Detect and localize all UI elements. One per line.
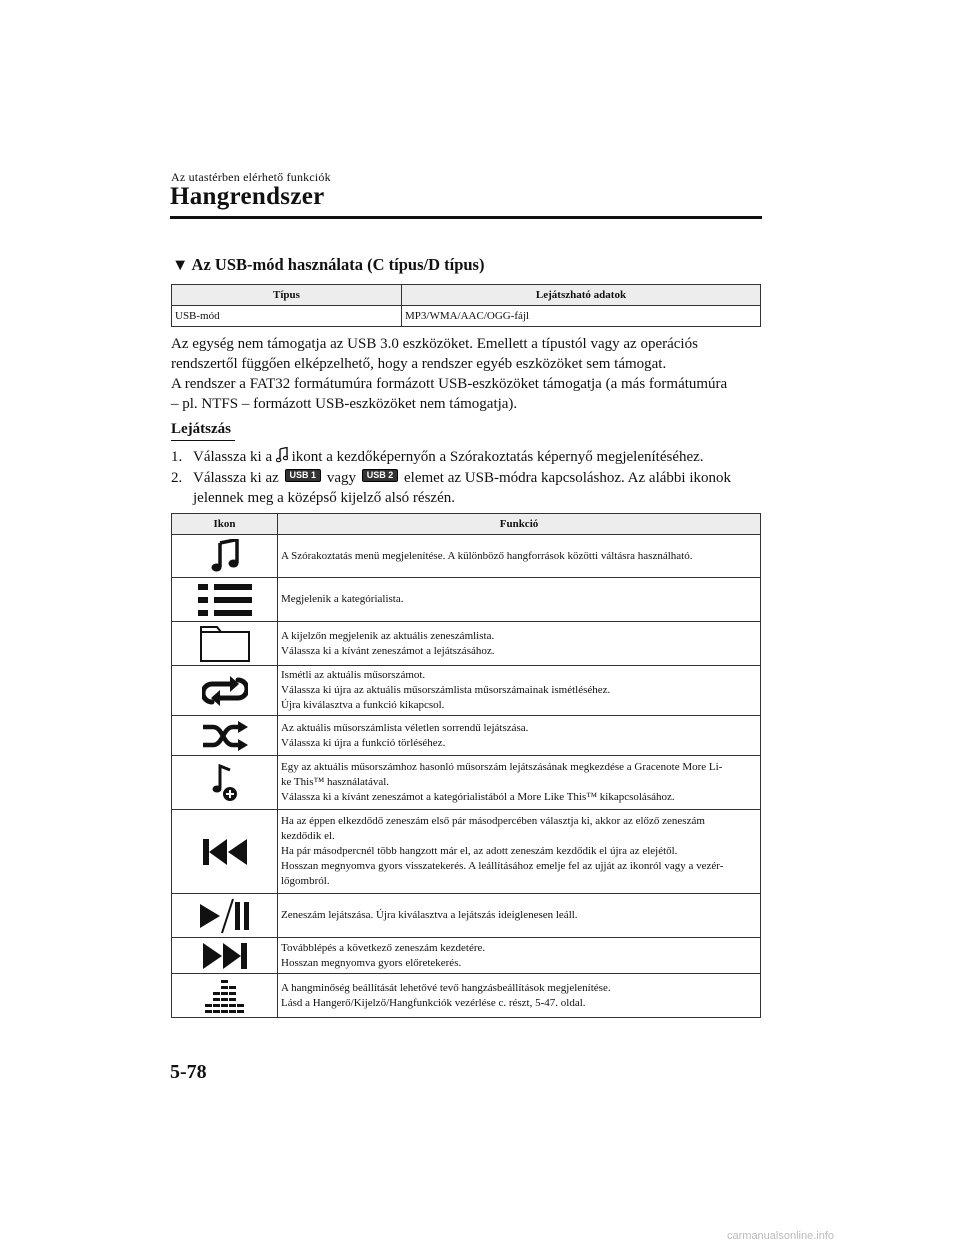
step-1	[171, 447, 704, 469]
table-cell-icon	[172, 974, 278, 1018]
watermark: carmanualsonline.info	[727, 1230, 835, 1242]
table-header-data: Lejátszható adatok	[402, 285, 761, 306]
usb2-button[interactable]: USB 2	[362, 469, 399, 482]
table-cell-icon	[172, 716, 278, 756]
table-cell-function	[278, 756, 761, 810]
step-text: Válassza ki az	[193, 470, 279, 486]
list-icon[interactable]	[172, 583, 277, 617]
table-cell-function	[278, 894, 761, 938]
step-text: elemet az USB-módra kapcsoláshoz. Az alábbi ikonok	[404, 470, 731, 486]
shuffle-icon[interactable]	[172, 721, 277, 751]
step-text: ikont a kezdőképernyőn a Szórakoztatás képernyő megjelenítéséhez.	[291, 449, 704, 465]
playback-heading-underline	[171, 440, 235, 441]
playback-heading: Lejátszás	[171, 421, 231, 437]
usb1-button[interactable]: USB 1	[285, 469, 322, 482]
function-line: Ha az éppen elkezdődő zeneszám első pár másodpercében választja ki, akkor az előző zeneszám	[281, 815, 705, 827]
music-note-icon[interactable]	[172, 539, 277, 573]
previous-track-icon[interactable]	[172, 839, 277, 865]
table-cell-type: USB-mód	[172, 306, 402, 327]
table-cell-icon	[172, 666, 278, 716]
play-pause-icon[interactable]	[172, 898, 277, 934]
table-row	[172, 974, 761, 1018]
table-header-row	[172, 514, 761, 535]
table-row	[172, 622, 761, 666]
usb-mode-heading: ▼ Az USB-mód használata (C típus/D típus)	[172, 255, 485, 274]
table-row	[172, 894, 761, 938]
function-line: Hosszan megnyomva gyors visszatekerés. A leállításához emelje fel az ujját az ikonról vagy a vezér-	[281, 860, 724, 872]
table-cell-icon	[172, 810, 278, 894]
repeat-icon[interactable]	[172, 675, 277, 707]
function-line: Megjelenik a kategórialista.	[281, 593, 404, 605]
title-divider	[170, 216, 762, 219]
function-line: Válassza ki újra a funkció törléséhez.	[281, 736, 446, 749]
table-cell-function	[278, 622, 761, 666]
table-cell-icon	[172, 535, 278, 578]
function-line: Válassza ki újra az aktuális műsorszámlista műsorszámainak ismétléséhez.	[281, 684, 611, 696]
function-line: Újra kiválasztva a funkció kikapcsol.	[281, 699, 445, 711]
section-label: Az utastérben elérhető funkciók	[171, 170, 331, 184]
page-number: 5-78	[170, 1061, 207, 1083]
step-text: vagy	[326, 470, 356, 486]
table-cell-function	[278, 974, 761, 1018]
step-number: 2.	[171, 470, 183, 486]
step-2	[171, 468, 731, 488]
table-cell-icon	[172, 894, 278, 938]
table-cell-data: MP3/WMA/AAC/OGG-fájl	[402, 306, 761, 327]
function-line: Ha pár másodpercnél több hangzott már el, az adott zeneszám kezdődik el újra az elejétől.	[281, 845, 678, 857]
table-row	[172, 756, 761, 810]
paragraph-line: rendszertől függően elképzelhető, hogy a rendszer egyéb eszközöket sem támogat.	[171, 356, 667, 372]
function-line: Továbblépés a következő zeneszám kezdetére.	[281, 941, 486, 954]
usb-format-table	[171, 284, 761, 327]
table-row	[172, 938, 761, 974]
paragraph-line: A rendszer a FAT32 formátumúra formázott USB-eszközöket támogatja (a más formátumúra	[171, 376, 728, 392]
table-row	[172, 306, 761, 327]
function-line: Lásd a Hangerő/Kijelző/Hangfunkciók vezérlése c. részt, 5-47. oldal.	[281, 996, 586, 1009]
step-2-continuation: jelennek meg a középső kijelző alsó részén.	[193, 490, 455, 506]
more-like-this-icon[interactable]	[172, 764, 277, 802]
table-cell-function	[278, 535, 761, 578]
table-row	[172, 810, 761, 894]
table-row	[172, 716, 761, 756]
table-cell-function	[278, 716, 761, 756]
music-note-icon	[276, 447, 288, 469]
function-line: Válassza ki a kívánt zeneszámot a kategórialistából a More Like This™ kikapcsolásához.	[281, 791, 675, 803]
table-header-type: Típus	[172, 285, 402, 306]
table-row	[172, 666, 761, 716]
function-line: kezdődik el.	[281, 830, 335, 842]
table-cell-icon	[172, 938, 278, 974]
function-line: A kijelzőn megjelenik az aktuális zeneszámlista.	[281, 629, 495, 642]
folder-icon[interactable]	[172, 626, 277, 662]
table-header-icon: Ikon	[172, 514, 278, 535]
step-number: 1.	[171, 449, 183, 465]
icon-function-table	[171, 513, 761, 1018]
page-title: Hangrendszer	[170, 183, 325, 210]
table-header-row	[172, 285, 761, 306]
table-cell-icon	[172, 756, 278, 810]
usb-support-paragraph	[171, 334, 771, 414]
next-track-icon[interactable]	[172, 943, 277, 969]
function-line: Egy az aktuális műsorszámhoz hasonló műsorszám lejátszásának megkezdése a Gracenote More Li-	[281, 761, 723, 773]
function-line: lőgombról.	[281, 875, 330, 887]
paragraph-line: – pl. NTFS – formázott USB-eszközöket nem támogatja).	[171, 396, 518, 412]
table-cell-icon	[172, 622, 278, 666]
function-line: ke This™ használatával.	[281, 776, 390, 788]
table-row	[172, 535, 761, 578]
table-header-function: Funkció	[278, 514, 761, 535]
paragraph-line: Az egység nem támogatja az USB 3.0 eszközöket. Emellett a típustól vagy az operációs	[171, 336, 698, 352]
step-text: Válassza ki a	[193, 449, 273, 465]
table-cell-function	[278, 578, 761, 622]
table-cell-function	[278, 666, 761, 716]
function-line: Válassza ki a kívánt zeneszámot a lejátszásához.	[281, 644, 495, 657]
table-row	[172, 578, 761, 622]
function-line: Zeneszám lejátszása. Újra kiválasztva a lejátszás ideiglenesen leáll.	[281, 909, 578, 921]
function-line: A Szórakoztatás menü megjelenítése. A különböző hangforrások közötti váltásra használható.	[281, 549, 693, 562]
function-line: Az aktuális műsorszámlista véletlen sorrendű lejátszása.	[281, 721, 529, 734]
function-line: A hangminőség beállítását lehetővé tevő hangzásbeállítások megjelenítése.	[281, 981, 611, 994]
table-cell-icon	[172, 578, 278, 622]
table-cell-function	[278, 938, 761, 974]
function-line: Ismétli az aktuális műsorszámot.	[281, 669, 426, 681]
equalizer-icon[interactable]	[172, 979, 277, 1013]
function-line: Hosszan megnyomva gyors előretekerés.	[281, 956, 462, 969]
table-cell-function	[278, 810, 761, 894]
